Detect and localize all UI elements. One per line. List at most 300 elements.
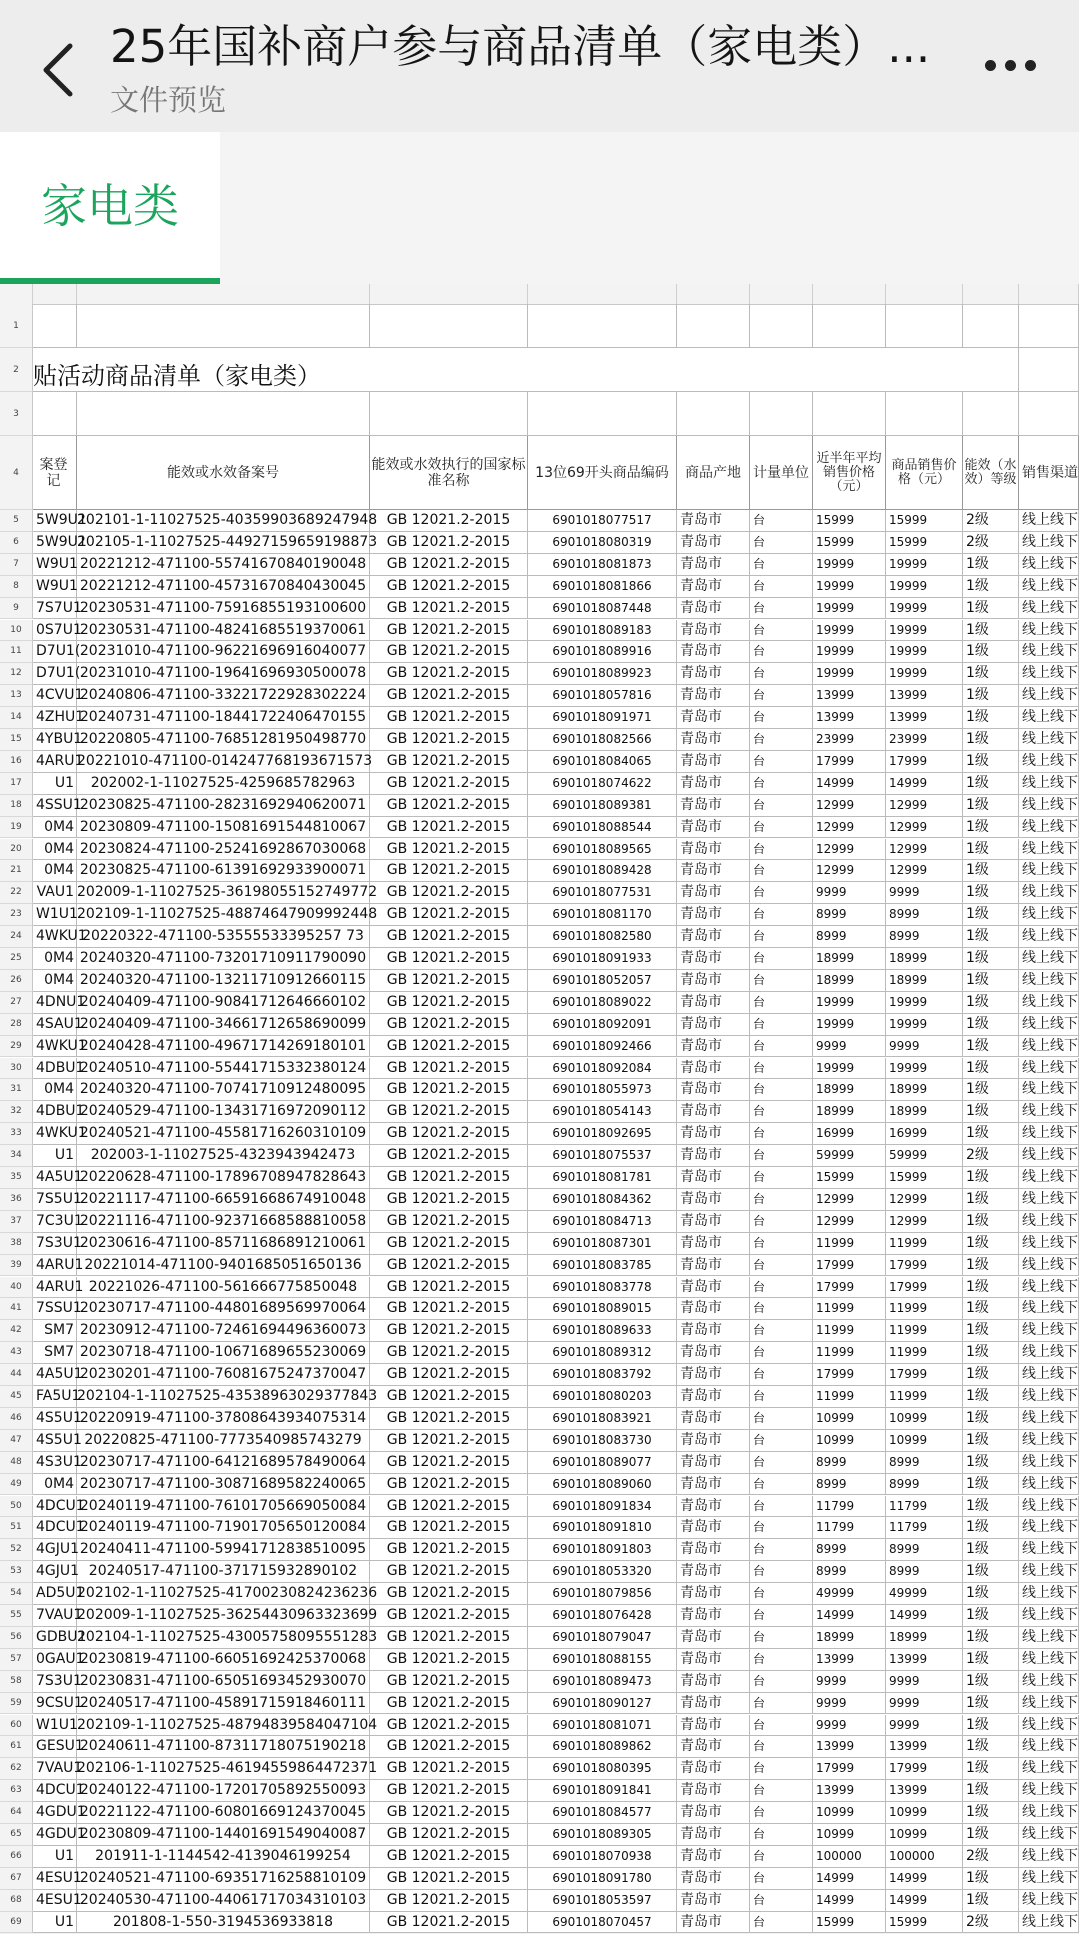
- data-cell[interactable]: 20240320-471100-73201710911790090: [77, 948, 370, 970]
- data-cell[interactable]: 1级: [963, 1058, 1019, 1080]
- row-header[interactable]: 22: [0, 882, 33, 904]
- data-cell[interactable]: 202109-1-11027525-48874647909992448: [77, 904, 370, 926]
- row-header[interactable]: 34: [0, 1145, 33, 1167]
- empty-cell[interactable]: [677, 392, 750, 436]
- data-cell[interactable]: 线上线下: [1019, 860, 1079, 882]
- data-cell[interactable]: 9999: [813, 882, 886, 904]
- data-cell[interactable]: 线上线下: [1019, 1890, 1079, 1912]
- data-cell[interactable]: 8999: [813, 1474, 886, 1496]
- data-cell[interactable]: 20240320-471100-13211710912660115: [77, 970, 370, 992]
- data-cell[interactable]: 台: [750, 554, 813, 576]
- data-cell[interactable]: 6901018083778: [528, 1277, 677, 1299]
- data-cell[interactable]: 1级: [963, 1255, 1019, 1277]
- data-cell[interactable]: 17999: [813, 1758, 886, 1780]
- row-header[interactable]: 11: [0, 641, 33, 663]
- data-cell[interactable]: GB 12021.2-2015: [370, 1627, 528, 1649]
- data-cell[interactable]: 青岛市: [677, 817, 750, 839]
- data-cell[interactable]: 14999: [813, 773, 886, 795]
- data-cell[interactable]: 5W9U1: [33, 532, 77, 554]
- column-header-h[interactable]: [370, 284, 528, 304]
- data-cell[interactable]: 4DNU1: [33, 992, 77, 1014]
- data-cell[interactable]: 17999: [886, 1277, 963, 1299]
- data-cell[interactable]: 线上线下: [1019, 1824, 1079, 1846]
- data-cell[interactable]: 4GDU1: [33, 1824, 77, 1846]
- data-cell[interactable]: 6901018089473: [528, 1671, 677, 1693]
- data-cell[interactable]: GDBU1: [33, 1627, 77, 1649]
- data-cell[interactable]: 线上线下: [1019, 1736, 1079, 1758]
- data-cell[interactable]: 49999: [813, 1583, 886, 1605]
- data-cell[interactable]: 4A5U1: [33, 1167, 77, 1189]
- row-header[interactable]: 47: [0, 1430, 33, 1452]
- data-cell[interactable]: GB 12021.2-2015: [370, 1014, 528, 1036]
- data-cell[interactable]: 7VAU1: [33, 1605, 77, 1627]
- row-header[interactable]: 48: [0, 1452, 33, 1474]
- data-cell[interactable]: 6901018092466: [528, 1036, 677, 1058]
- data-cell[interactable]: 1级: [963, 904, 1019, 926]
- data-cell[interactable]: 1级: [963, 1736, 1019, 1758]
- data-cell[interactable]: GB 12021.2-2015: [370, 839, 528, 861]
- data-cell[interactable]: 青岛市: [677, 1255, 750, 1277]
- data-cell[interactable]: 10999: [813, 1408, 886, 1430]
- data-cell[interactable]: 青岛市: [677, 948, 750, 970]
- data-cell[interactable]: GB 12021.2-2015: [370, 1496, 528, 1518]
- data-cell[interactable]: 台: [750, 729, 813, 751]
- data-cell[interactable]: 台: [750, 839, 813, 861]
- data-cell[interactable]: 0S7U1: [33, 620, 77, 642]
- data-cell[interactable]: 台: [750, 620, 813, 642]
- data-cell[interactable]: 20240119-471100-76101705669050084: [77, 1496, 370, 1518]
- row-header[interactable]: 25: [0, 948, 33, 970]
- data-cell[interactable]: 青岛市: [677, 1101, 750, 1123]
- data-cell[interactable]: 线上线下: [1019, 1386, 1079, 1408]
- row-header[interactable]: 52: [0, 1539, 33, 1561]
- data-cell[interactable]: 1级: [963, 926, 1019, 948]
- data-cell[interactable]: 1级: [963, 729, 1019, 751]
- data-cell[interactable]: 202009-1-11027525-36198055152749772: [77, 882, 370, 904]
- data-cell[interactable]: GB 12021.2-2015: [370, 1649, 528, 1671]
- data-cell[interactable]: 1级: [963, 1386, 1019, 1408]
- data-cell[interactable]: 20240529-471100-13431716972090112: [77, 1101, 370, 1123]
- data-cell[interactable]: 12999: [886, 860, 963, 882]
- data-cell[interactable]: 台: [750, 795, 813, 817]
- data-cell[interactable]: 1级: [963, 751, 1019, 773]
- row-header[interactable]: 19: [0, 817, 33, 839]
- data-cell[interactable]: 青岛市: [677, 1145, 750, 1167]
- data-cell[interactable]: 线上线下: [1019, 1101, 1079, 1123]
- data-cell[interactable]: 12999: [813, 795, 886, 817]
- data-cell[interactable]: 1级: [963, 554, 1019, 576]
- data-cell[interactable]: 台: [750, 1912, 813, 1934]
- data-cell[interactable]: 12999: [813, 1211, 886, 1233]
- data-cell[interactable]: 6901018074622: [528, 773, 677, 795]
- data-cell[interactable]: GB 12021.2-2015: [370, 970, 528, 992]
- data-cell[interactable]: 台: [750, 970, 813, 992]
- data-cell[interactable]: 4GDU1: [33, 1802, 77, 1824]
- data-cell[interactable]: 14999: [886, 1890, 963, 1912]
- data-cell[interactable]: 13999: [886, 1649, 963, 1671]
- data-cell[interactable]: 1级: [963, 1211, 1019, 1233]
- data-cell[interactable]: 6901018084577: [528, 1802, 677, 1824]
- data-cell[interactable]: 20230718-471100-10671689655230069: [77, 1342, 370, 1364]
- data-cell[interactable]: 0M4: [33, 860, 77, 882]
- data-cell[interactable]: 12999: [813, 860, 886, 882]
- data-cell[interactable]: 线上线下: [1019, 685, 1079, 707]
- data-cell[interactable]: 1级: [963, 1342, 1019, 1364]
- data-cell[interactable]: GB 12021.2-2015: [370, 707, 528, 729]
- data-cell[interactable]: 1级: [963, 1539, 1019, 1561]
- data-cell[interactable]: 台: [750, 992, 813, 1014]
- data-cell[interactable]: GB 12021.2-2015: [370, 598, 528, 620]
- data-cell[interactable]: 19999: [886, 576, 963, 598]
- data-cell[interactable]: 202101-1-11027525-40359903689247948: [77, 510, 370, 532]
- data-cell[interactable]: 1级: [963, 1583, 1019, 1605]
- data-cell[interactable]: 202102-1-11027525-41700230824236236: [77, 1583, 370, 1605]
- data-cell[interactable]: 20230819-471100-66051692425370068: [77, 1649, 370, 1671]
- data-cell[interactable]: 17999: [813, 1277, 886, 1299]
- back-arrow-icon[interactable]: [36, 40, 80, 100]
- data-cell[interactable]: 202106-1-11027525-46194559864472371: [77, 1758, 370, 1780]
- row-header[interactable]: 61: [0, 1736, 33, 1758]
- data-cell[interactable]: GB 12021.2-2015: [370, 729, 528, 751]
- data-cell[interactable]: 19999: [813, 576, 886, 598]
- data-cell[interactable]: 台: [750, 1671, 813, 1693]
- data-cell[interactable]: 11799: [886, 1517, 963, 1539]
- data-cell[interactable]: 12999: [886, 839, 963, 861]
- data-cell[interactable]: 4ZHU1: [33, 707, 77, 729]
- data-cell[interactable]: 2级: [963, 1846, 1019, 1868]
- data-cell[interactable]: 10999: [886, 1802, 963, 1824]
- data-cell[interactable]: 台: [750, 1605, 813, 1627]
- row-header[interactable]: 4: [0, 436, 33, 510]
- data-cell[interactable]: 20240119-471100-71901705650120084: [77, 1517, 370, 1539]
- data-cell[interactable]: 202104-1-11027525-43005758095551283: [77, 1627, 370, 1649]
- data-cell[interactable]: 台: [750, 1890, 813, 1912]
- data-cell[interactable]: 20230531-471100-48241685519370061: [77, 620, 370, 642]
- data-cell[interactable]: 台: [750, 663, 813, 685]
- data-cell[interactable]: 10999: [813, 1430, 886, 1452]
- data-cell[interactable]: 20221122-471100-60801669124370045: [77, 1802, 370, 1824]
- row-header[interactable]: 26: [0, 970, 33, 992]
- data-cell[interactable]: 4DCU1: [33, 1496, 77, 1518]
- data-cell[interactable]: U1: [33, 1912, 77, 1934]
- data-cell[interactable]: 20240521-471100-69351716258810109: [77, 1868, 370, 1890]
- data-cell[interactable]: 6901018089565: [528, 839, 677, 861]
- data-cell[interactable]: W1U1: [33, 904, 77, 926]
- data-cell[interactable]: 2级: [963, 510, 1019, 532]
- data-cell[interactable]: 线上线下: [1019, 1430, 1079, 1452]
- data-cell[interactable]: GB 12021.2-2015: [370, 1430, 528, 1452]
- data-cell[interactable]: 18999: [813, 970, 886, 992]
- data-cell[interactable]: 15999: [813, 1167, 886, 1189]
- data-cell[interactable]: 1级: [963, 1868, 1019, 1890]
- data-cell[interactable]: 台: [750, 1014, 813, 1036]
- data-cell[interactable]: 线上线下: [1019, 1474, 1079, 1496]
- data-cell[interactable]: 青岛市: [677, 1474, 750, 1496]
- data-cell[interactable]: 6901018081866: [528, 576, 677, 598]
- data-cell[interactable]: 4ESU1: [33, 1890, 77, 1912]
- data-cell[interactable]: 18999: [886, 1627, 963, 1649]
- data-cell[interactable]: 台: [750, 926, 813, 948]
- data-cell[interactable]: 台: [750, 1058, 813, 1080]
- data-cell[interactable]: D7U1(: [33, 663, 77, 685]
- data-cell[interactable]: 19999: [886, 1058, 963, 1080]
- data-cell[interactable]: 台: [750, 598, 813, 620]
- data-cell[interactable]: 6901018055973: [528, 1079, 677, 1101]
- row-header[interactable]: 27: [0, 992, 33, 1014]
- data-cell[interactable]: GB 12021.2-2015: [370, 992, 528, 1014]
- data-cell[interactable]: 9999: [813, 1671, 886, 1693]
- row-header[interactable]: 5: [0, 510, 33, 532]
- data-cell[interactable]: 202109-1-11027525-48794839584047104: [77, 1715, 370, 1737]
- data-cell[interactable]: 6901018089862: [528, 1736, 677, 1758]
- data-cell[interactable]: 18999: [886, 1101, 963, 1123]
- data-cell[interactable]: 59999: [813, 1145, 886, 1167]
- data-cell[interactable]: 15999: [813, 532, 886, 554]
- data-cell[interactable]: 青岛市: [677, 882, 750, 904]
- data-cell[interactable]: 4DCU1: [33, 1780, 77, 1802]
- data-cell[interactable]: GB 12021.2-2015: [370, 1824, 528, 1846]
- data-cell[interactable]: U1: [33, 773, 77, 795]
- data-cell[interactable]: GB 12021.2-2015: [370, 1736, 528, 1758]
- data-cell[interactable]: 1级: [963, 1758, 1019, 1780]
- data-cell[interactable]: 1级: [963, 1627, 1019, 1649]
- data-cell[interactable]: 台: [750, 1780, 813, 1802]
- data-cell[interactable]: GB 12021.2-2015: [370, 1320, 528, 1342]
- data-cell[interactable]: 线上线下: [1019, 904, 1079, 926]
- data-cell[interactable]: 台: [750, 1736, 813, 1758]
- data-cell[interactable]: 11799: [813, 1517, 886, 1539]
- data-cell[interactable]: 青岛市: [677, 1758, 750, 1780]
- data-cell[interactable]: 7S3U1: [33, 1671, 77, 1693]
- data-cell[interactable]: 1级: [963, 1277, 1019, 1299]
- data-cell[interactable]: 15999: [813, 1912, 886, 1934]
- row-header[interactable]: 7: [0, 554, 33, 576]
- data-cell[interactable]: 青岛市: [677, 1036, 750, 1058]
- data-cell[interactable]: 台: [750, 1189, 813, 1211]
- data-cell[interactable]: 202002-1-11027525-4259685782963: [77, 773, 370, 795]
- data-cell[interactable]: 15999: [886, 1912, 963, 1934]
- data-cell[interactable]: 青岛市: [677, 620, 750, 642]
- data-cell[interactable]: 1级: [963, 663, 1019, 685]
- data-cell[interactable]: 线上线下: [1019, 1167, 1079, 1189]
- data-cell[interactable]: 线上线下: [1019, 1758, 1079, 1780]
- data-cell[interactable]: 6901018081781: [528, 1167, 677, 1189]
- data-cell[interactable]: 青岛市: [677, 1189, 750, 1211]
- data-cell[interactable]: 19999: [886, 1014, 963, 1036]
- row-header[interactable]: 46: [0, 1408, 33, 1430]
- data-cell[interactable]: 20240611-471100-87311718075190218: [77, 1736, 370, 1758]
- row-header[interactable]: 2: [0, 348, 33, 392]
- data-cell[interactable]: 20230809-471100-14401691549040087: [77, 1824, 370, 1846]
- data-cell[interactable]: 青岛市: [677, 1233, 750, 1255]
- data-cell[interactable]: GB 12021.2-2015: [370, 1561, 528, 1583]
- data-cell[interactable]: 15999: [886, 510, 963, 532]
- data-cell[interactable]: 台: [750, 1627, 813, 1649]
- data-cell[interactable]: 20240806-471100-33221722928302224: [77, 685, 370, 707]
- data-cell[interactable]: 15999: [813, 510, 886, 532]
- data-cell[interactable]: 线上线下: [1019, 729, 1079, 751]
- data-cell[interactable]: 6901018091933: [528, 948, 677, 970]
- data-cell[interactable]: 17999: [886, 1364, 963, 1386]
- data-cell[interactable]: 11799: [886, 1496, 963, 1518]
- data-cell[interactable]: 线上线下: [1019, 532, 1079, 554]
- data-cell[interactable]: 1级: [963, 576, 1019, 598]
- data-cell[interactable]: 青岛市: [677, 992, 750, 1014]
- empty-cell[interactable]: [528, 304, 677, 348]
- data-cell[interactable]: 5W9U1: [33, 510, 77, 532]
- row-header[interactable]: 54: [0, 1583, 33, 1605]
- column-header-g[interactable]: [77, 284, 370, 304]
- data-cell[interactable]: 4ARU1: [33, 751, 77, 773]
- data-cell[interactable]: 6901018081873: [528, 554, 677, 576]
- data-cell[interactable]: 20230831-471100-65051693452930070: [77, 1671, 370, 1693]
- data-cell[interactable]: 6901018091971: [528, 707, 677, 729]
- data-cell[interactable]: 13999: [886, 1780, 963, 1802]
- data-cell[interactable]: 8999: [886, 1474, 963, 1496]
- data-cell[interactable]: 1级: [963, 707, 1019, 729]
- row-header[interactable]: 38: [0, 1233, 33, 1255]
- data-cell[interactable]: 8999: [886, 1561, 963, 1583]
- data-cell[interactable]: GB 12021.2-2015: [370, 641, 528, 663]
- data-cell[interactable]: 线上线下: [1019, 1627, 1079, 1649]
- data-cell[interactable]: 13999: [886, 707, 963, 729]
- data-cell[interactable]: 100000: [886, 1846, 963, 1868]
- row-header[interactable]: 14: [0, 707, 33, 729]
- data-cell[interactable]: 线上线下: [1019, 1539, 1079, 1561]
- data-cell[interactable]: 13999: [886, 685, 963, 707]
- data-cell[interactable]: 12999: [886, 1189, 963, 1211]
- row-header[interactable]: 49: [0, 1474, 33, 1496]
- data-cell[interactable]: 台: [750, 882, 813, 904]
- data-cell[interactable]: 1级: [963, 641, 1019, 663]
- data-cell[interactable]: 青岛市: [677, 1167, 750, 1189]
- data-cell[interactable]: 20231010-471100-19641696930500078: [77, 663, 370, 685]
- data-cell[interactable]: 青岛市: [677, 1890, 750, 1912]
- data-cell[interactable]: W1U1: [33, 1715, 77, 1737]
- data-cell[interactable]: 9999: [886, 1671, 963, 1693]
- data-cell[interactable]: 9999: [813, 1715, 886, 1737]
- data-cell[interactable]: 6901018084065: [528, 751, 677, 773]
- data-cell[interactable]: 6901018081071: [528, 1715, 677, 1737]
- data-cell[interactable]: GB 12021.2-2015: [370, 773, 528, 795]
- data-cell[interactable]: 台: [750, 1846, 813, 1868]
- data-cell[interactable]: 202003-1-11027525-4323943942473: [77, 1145, 370, 1167]
- data-cell[interactable]: 1级: [963, 1298, 1019, 1320]
- data-cell[interactable]: 4YBU1: [33, 729, 77, 751]
- data-cell[interactable]: 1级: [963, 598, 1019, 620]
- data-cell[interactable]: 线上线下: [1019, 817, 1079, 839]
- data-cell[interactable]: 线上线下: [1019, 641, 1079, 663]
- data-cell[interactable]: GB 12021.2-2015: [370, 1408, 528, 1430]
- data-cell[interactable]: 13999: [813, 1736, 886, 1758]
- data-cell[interactable]: 台: [750, 532, 813, 554]
- data-cell[interactable]: 20240320-471100-70741710912480095: [77, 1079, 370, 1101]
- data-cell[interactable]: 台: [750, 948, 813, 970]
- data-cell[interactable]: SM7: [33, 1320, 77, 1342]
- row-header[interactable]: 16: [0, 751, 33, 773]
- data-cell[interactable]: 6901018087301: [528, 1233, 677, 1255]
- data-cell[interactable]: 4WKU1: [33, 926, 77, 948]
- data-cell[interactable]: 1级: [963, 948, 1019, 970]
- data-cell[interactable]: 线上线下: [1019, 992, 1079, 1014]
- data-cell[interactable]: GB 12021.2-2015: [370, 1233, 528, 1255]
- data-cell[interactable]: 台: [750, 1583, 813, 1605]
- column-header-j[interactable]: [677, 284, 750, 304]
- data-cell[interactable]: 线上线下: [1019, 1189, 1079, 1211]
- row-header[interactable]: 13: [0, 685, 33, 707]
- data-cell[interactable]: 9999: [813, 1693, 886, 1715]
- data-cell[interactable]: 青岛市: [677, 1517, 750, 1539]
- row-header[interactable]: 53: [0, 1561, 33, 1583]
- data-cell[interactable]: 台: [750, 1145, 813, 1167]
- data-cell[interactable]: 线上线下: [1019, 1780, 1079, 1802]
- data-cell[interactable]: 1级: [963, 882, 1019, 904]
- data-cell[interactable]: 青岛市: [677, 510, 750, 532]
- data-cell[interactable]: 1级: [963, 1036, 1019, 1058]
- data-cell[interactable]: 1级: [963, 773, 1019, 795]
- row-header[interactable]: 33: [0, 1123, 33, 1145]
- data-cell[interactable]: GB 12021.2-2015: [370, 1123, 528, 1145]
- data-cell[interactable]: 18999: [886, 1079, 963, 1101]
- data-cell[interactable]: 台: [750, 1233, 813, 1255]
- data-cell[interactable]: GB 12021.2-2015: [370, 1583, 528, 1605]
- data-cell[interactable]: AD5U1: [33, 1583, 77, 1605]
- data-cell[interactable]: 青岛市: [677, 1298, 750, 1320]
- data-cell[interactable]: W9U1: [33, 576, 77, 598]
- data-cell[interactable]: GB 12021.2-2015: [370, 882, 528, 904]
- column-header-i[interactable]: [528, 284, 677, 304]
- data-cell[interactable]: GB 12021.2-2015: [370, 1517, 528, 1539]
- data-cell[interactable]: 6901018083730: [528, 1430, 677, 1452]
- data-cell[interactable]: 6901018089305: [528, 1824, 677, 1846]
- data-cell[interactable]: 18999: [813, 1627, 886, 1649]
- data-cell[interactable]: 12999: [813, 839, 886, 861]
- data-cell[interactable]: 6901018070457: [528, 1912, 677, 1934]
- data-cell[interactable]: GB 12021.2-2015: [370, 1671, 528, 1693]
- data-cell[interactable]: 20240409-471100-34661712658690099: [77, 1014, 370, 1036]
- data-cell[interactable]: 19999: [886, 641, 963, 663]
- data-cell[interactable]: 19999: [886, 598, 963, 620]
- data-cell[interactable]: 1级: [963, 817, 1019, 839]
- data-cell[interactable]: 1级: [963, 860, 1019, 882]
- data-cell[interactable]: GB 12021.2-2015: [370, 1058, 528, 1080]
- data-cell[interactable]: 4WKU1: [33, 1036, 77, 1058]
- data-cell[interactable]: GB 12021.2-2015: [370, 1868, 528, 1890]
- row-header[interactable]: 37: [0, 1211, 33, 1233]
- data-cell[interactable]: 12999: [813, 1189, 886, 1211]
- data-cell[interactable]: 6901018080319: [528, 532, 677, 554]
- data-cell[interactable]: 7S7U1: [33, 598, 77, 620]
- data-cell[interactable]: 20240517-471100-45891715918460111: [77, 1693, 370, 1715]
- data-cell[interactable]: 6901018089381: [528, 795, 677, 817]
- data-cell[interactable]: 4A5U1: [33, 1364, 77, 1386]
- data-cell[interactable]: 6901018082580: [528, 926, 677, 948]
- data-cell[interactable]: 6901018088544: [528, 817, 677, 839]
- data-cell[interactable]: 6901018053320: [528, 1561, 677, 1583]
- data-cell[interactable]: 11999: [813, 1342, 886, 1364]
- column-heading[interactable]: 13位69开头商品编码: [528, 436, 677, 510]
- empty-cell[interactable]: [750, 392, 813, 436]
- data-cell[interactable]: 线上线下: [1019, 1123, 1079, 1145]
- data-cell[interactable]: 8999: [886, 926, 963, 948]
- data-cell[interactable]: 9999: [886, 1715, 963, 1737]
- data-cell[interactable]: 1级: [963, 992, 1019, 1014]
- data-cell[interactable]: 12999: [813, 817, 886, 839]
- data-cell[interactable]: 20240122-471100-17201705892550093: [77, 1780, 370, 1802]
- data-cell[interactable]: 4GJU1: [33, 1539, 77, 1561]
- data-cell[interactable]: 10999: [813, 1824, 886, 1846]
- data-cell[interactable]: 13999: [813, 707, 886, 729]
